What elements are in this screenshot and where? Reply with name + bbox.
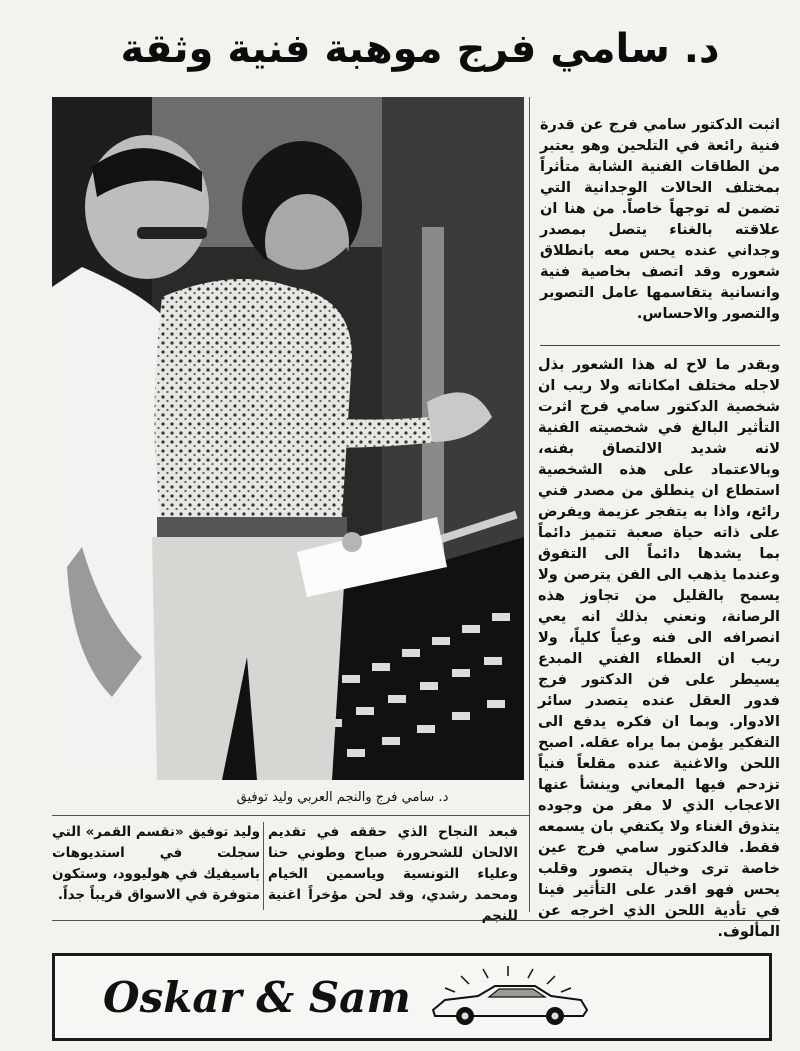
car-icon bbox=[423, 960, 593, 1030]
column-rule bbox=[529, 97, 530, 912]
column-divider bbox=[540, 345, 780, 346]
advertisement bbox=[52, 953, 772, 1041]
article-paragraph: وبقدر ما لاح له هذا الشعور بذل لاجله مختلف امكاناته ولا ريب ان شخصية الدكتور سامي فرج اثرت التأثير البالغ في شخصيته الفنية لانه شديد الالتصاق بفنه، وبالاعتماد على هذه الشخصية استطاع ان ينطلق من مصدر فني رائع، واذا به يتفجر عزيمة ويفرض على ذاته حياة صعبة تتميز دائماً بما يشدها دائماً الى التفوق وعندما يذهب الى الفن يترصن ولا يسمح بالقليل من تجاوز هذه الرصانة، ونعني بذلك انه يعي انصرافه الى فنه وعياً كلياً، ولا ريب ان العطاء الفني المبدع يسيطر على فن الدكتور فرج فدور العقل عنده يتصدر سائر الادوار. وبما ان فكره يدفع الى التفكير يؤمن بما يراه عقله. اصبح اللحن والاغنية عنده مقلعاً فنياً تزدحم فيها المعاني وينشأ عنها الاعجاب الذي لا مفر من وجوده يتذوق الغناء ولا يكتفي بان يسمعه فقط. فالدكتور سامي فرج عين خاصة ترى وخيال يتصور وقلب يحس فهو اقدر على التأثير فينا في تأدية اللحن الذي اخرجه عن المألوف. bbox=[538, 357, 780, 940]
photo-caption: د. سامي فرج والنجم العربي وليد توفيق bbox=[236, 790, 449, 805]
article-paragraph: وليد توفيق «نقسم القمر» التي سجلت في استديوهات باسيفيك في هوليوود، وستكون متوفرة في الاسواق قريباً جداً. bbox=[52, 824, 260, 903]
article-column-right-top bbox=[540, 115, 780, 333]
ad-brand-name: Oskar & Sam bbox=[103, 973, 411, 1022]
article-column-bottom-middle bbox=[268, 822, 518, 924]
studio-photo-illustration bbox=[52, 97, 524, 780]
article-paragraph: اثبت الدكتور سامي فرج عن قدرة فنية رائعة في التلحين وهو يعتبر من الطاقات الفنية الشابة متأثراً بمختلف الحالات الوجدانية التي تضمن له توجهاً خاصاً. من هنا ان علاقته بالغناء يتصل بمصدر وجداني عنده يحس معه بانطلاق شعوره وقد اتصف بخاصية فنية وانسانية يتقاسمها عامل التصوير والتصور والاحساس. bbox=[540, 117, 780, 322]
column-rule bbox=[263, 822, 264, 910]
article-headline: د. سامي فرج موهبة فنية وثقة bbox=[120, 26, 720, 72]
article-column-bottom-left bbox=[52, 822, 260, 912]
article-paragraph: فبعد النجاح الذي حققه في تقديم الالحان للشحرورة صباح وطوني حنا وعلياء التونسية وياسمين الخيام ومحمد رشدي، وقد لحن مؤخراً اغنية للنجم bbox=[268, 824, 518, 924]
caption-rule bbox=[52, 815, 529, 816]
article-photo bbox=[52, 97, 524, 780]
article-column-right-bottom bbox=[538, 355, 780, 940]
